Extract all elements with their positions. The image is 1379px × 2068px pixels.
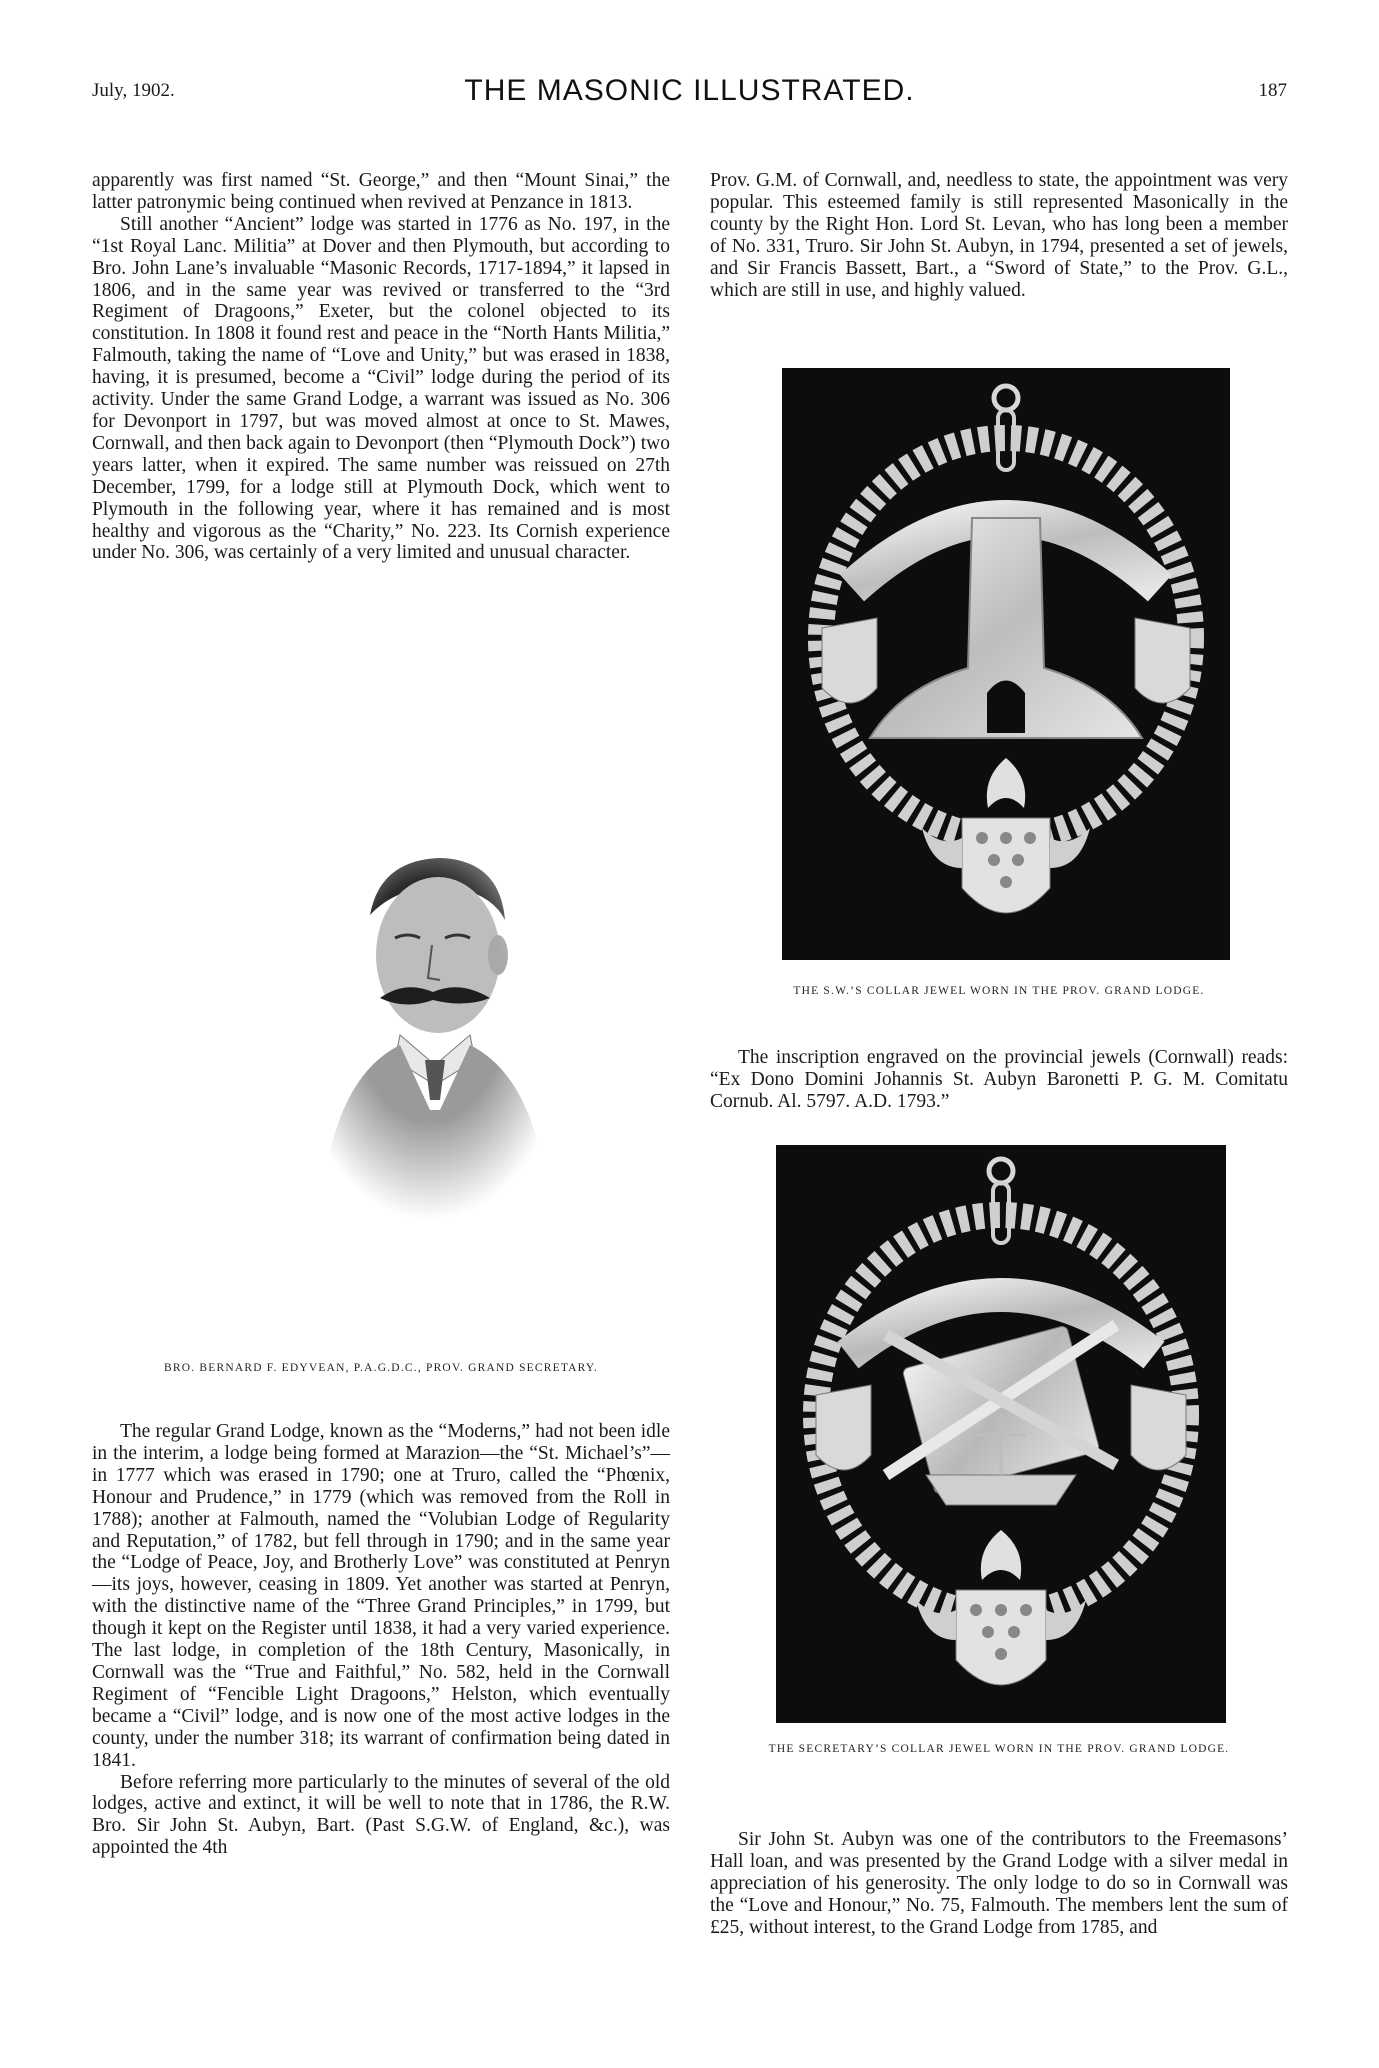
- figure2-caption: THE SECRETARY’S COLLAR JEWEL WORN IN THE PROV. GRAND LODGE.: [768, 1743, 1230, 1755]
- sw-collar-jewel-photo: [782, 368, 1230, 960]
- portrait-caption: BRO. BERNARD F. EDYVEAN, P.A.G.D.C., PROV. GRAND SECRETARY.: [163, 1362, 599, 1374]
- secretary-collar-jewel-photo: [776, 1145, 1226, 1723]
- page-number: 187: [1258, 80, 1287, 101]
- paragraph: Sir John St. Aubyn was one of the contributors to the Freemasons’ Hall loan, and was presented by the Grand Lodge with a silver medal in appreciation of his generosity. The only lodge to do so in Cornwall was the “Love and Honour,” No. 75, Falmouth. The members lent the sum of £25, without interest, to the Grand Lodge from 1785, and: [710, 1829, 1288, 1938]
- paragraph: apparently was first named “St. George,” and then “Mount Sinai,” the latter patronymic being continued when revived at Penzance in 1813.: [92, 170, 670, 213]
- paragraph: Still another “Ancient” lodge was started in 1776 as No. 197, in the “1st Royal Lanc. Militia” at Dover and then Plymouth, but according to Bro. John Lane’s invaluable “Masonic Records, 1717-1894,” it lapsed in 1806, and in the same year was revived or transferred to the “3rd Regiment of Dragoons,” Exeter, but the colonel objected to its constitution. In 1808 it found rest and peace in the “North Hants Militia,” Falmouth, taking the name of “Love and Unity,” but was erased in 1838, having, it is presumed, become a “Civil” lodge during the period of its activity. Under the same Grand Lodge, a warrant was issued as No. 306 for Devonport in 1797, but was moved almost at once to St. Mawes, Cornwall, and then back again to Devonport (then “Plymouth Dock”) two years latter, when it expired. The same number was reissued on 27th December, 1799, for a lodge still at Plymouth Dock, which went to Plymouth in the following year, where it has remained and is most healthy and vigorous as the “Charity,” No. 223. Its Cornish experience under No. 306, was certainly of a very limited and unusual character.: [92, 213, 670, 564]
- right-column-bottom-text: [710, 1829, 1288, 1939]
- right-column-top-text: [710, 170, 1288, 301]
- paragraph: Before referring more particularly to the minutes of several of the old lodges, active and extinct, it will be well to note that in 1786, the R.W. Bro. Sir John St. Aubyn, Bart. (Past S.G.W. of England, &c.), was appointed the 4th: [92, 1771, 670, 1859]
- left-column-bottom-text: [92, 1421, 670, 1859]
- header-date: July, 1902.: [92, 80, 175, 101]
- inscription-text: [710, 1047, 1288, 1113]
- portrait-photo: [300, 820, 560, 1220]
- figure1-caption: THE S.W.’S COLLAR JEWEL WORN IN THE PROV. GRAND LODGE.: [793, 985, 1205, 997]
- paragraph: The inscription engraved on the provincial jewels (Cornwall) reads: “Ex Dono Domini Johannis St. Aubyn Baronetti P. G. M. Comitatu Cornub. Al. 5797. A.D. 1793.”: [710, 1047, 1288, 1112]
- left-column-top-text: [92, 170, 670, 564]
- paragraph: The regular Grand Lodge, known as the “Moderns,” had not been idle in the interim, a lodge being formed at Marazion—the “St. Michael’s”—in 1777 which was erased in 1790; one at Truro, called the “Phœnix, Honour and Prudence,” in 1779 (which was removed from the Roll in 1788); another at Falmouth, named the “Volubian Lodge of Regularity and Reputation,” of 1782, but fell through in 1790; and in the same year the “Lodge of Peace, Joy, and Brotherly Love” was constituted at Penryn—its joys, however, ceasing in 1809. Yet another was started at Penryn, with the distinctive name of the “Three Grand Principles,” in 1799, but though it kept on the Register until 1838, it had a very varied experience. The last lodge, in completion of the 18th Century, Masonically, in Cornwall was the “True and Faithful,” No. 582, held in the Cornwall Regiment of “Fencible Light Dragoons,” Helston, which eventually became a “Civil” lodge, and is now one of the most active lodges in the county, under the number 318; its warrant of confirmation being dated in 1841.: [92, 1421, 670, 1771]
- paragraph: Prov. G.M. of Cornwall, and, needless to state, the appointment was very popular. This esteemed family is still represented Masonically in the county by the Right Hon. Lord St. Levan, who has long been a member of No. 331, Truro. Sir John St. Aubyn, in 1794, presented a set of jewels, and Sir Francis Bassett, Bart., a “Sword of State,” to the Prov. G.L., which are still in use, and highly valued.: [710, 170, 1288, 301]
- header-title: THE MASONIC ILLUSTRATED.: [464, 74, 915, 107]
